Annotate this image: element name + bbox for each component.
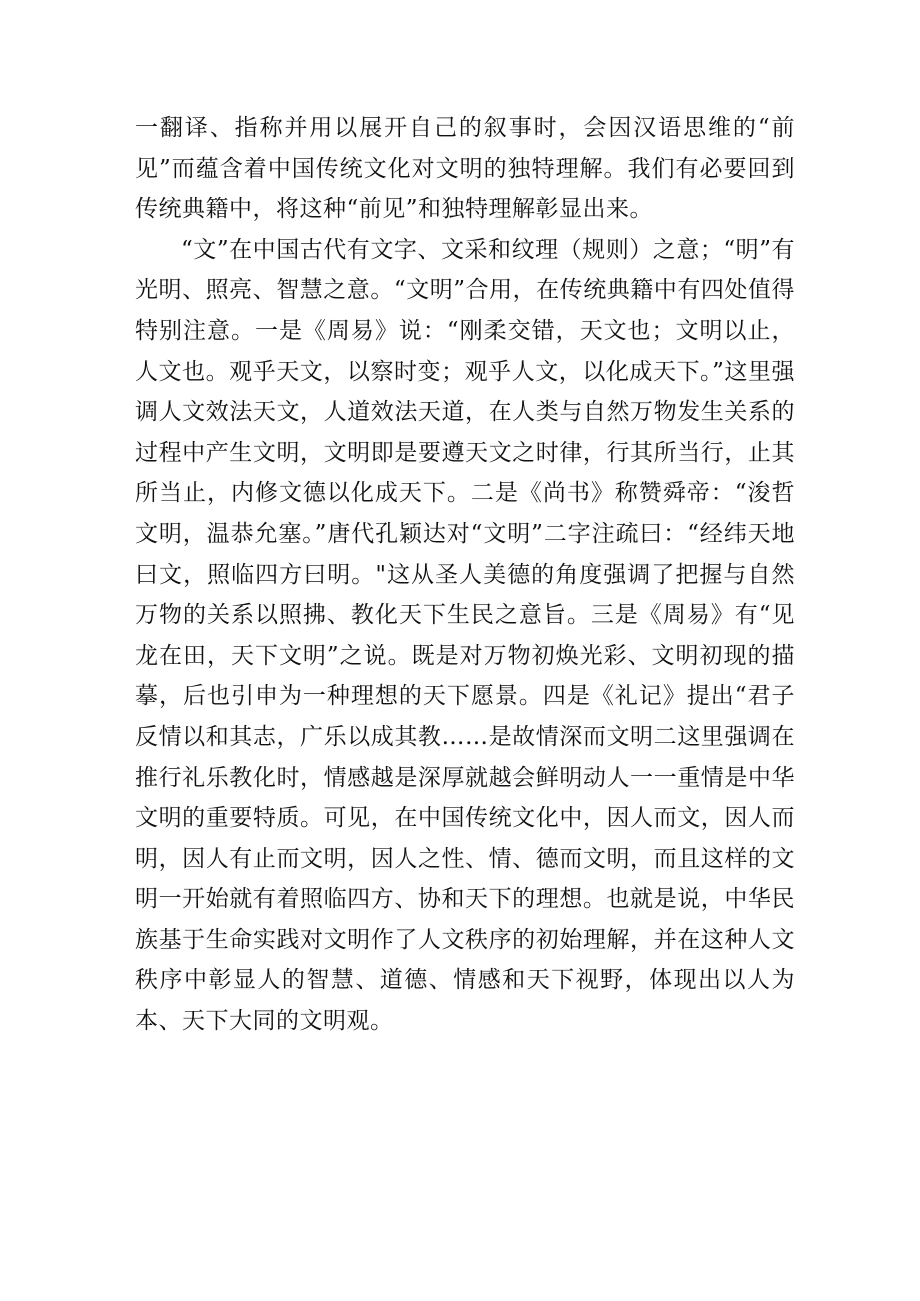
paragraph-continuation: 一翻译、指称并用以展开自己的叙事时，会因汉语思维的“前见”而蕴含着中国传统文化对文明的独特理解。我们有必要回到传统典籍中，将这种“前见”和独特理解彰显出来。 bbox=[135, 115, 795, 223]
paragraph-wenming-meaning: “文”在中国古代有文字、文采和纹理（规则）之意；“明”有光明、照亮、智慧之意。“文明”合用，在传统典籍中有四处值得特别注意。一是《周易》说：“刚柔交错，天文也；文明以止，人文也。观乎天文，以察时变；观乎人文，以化成天下。”这里强调人文效法天文，人道效法天道，在人类与自然万物发生关系的过程中产生文明，文明即是要遵天文之时律，行其所当行，止其所当止，内修文德以化成天下。二是《尚书》称赞舜帝：“浚哲文明，温恭允塞。”唐代孔颖达对“文明”二字注疏曰：“经纬天地曰文，照临四方曰明。"这从圣人美德的角度强调了把握与自然万物的关系以照拂、教化天下生民之意旨。三是《周易》有“见龙在田，天下文明”之说。既是对万物初焕光彩、文明初现的描摹，后也引申为一种理想的天下愿景。四是《礼记》提出“君子反情以和其志，广乐以成其教……是故情深而文明二这里强调在推行礼乐教化时，情感越是深厚就越会鲜明动人一一重情是中华文明的重要特质。可见，在中国传统文化中，因人而文，因人而明，因人有止而文明，因人之性、情、德而文明，而且这样的文明一开始就有着照临四方、协和天下的理想。也就是说，中华民族基于生命实践对文明作了人文秩序的初始理解，并在这种人文秩序中彰显人的智慧、道德、情感和天下视野，体现出以人为本、天下大同的文明观。 bbox=[135, 236, 795, 1035]
body-text bbox=[135, 108, 795, 1042]
